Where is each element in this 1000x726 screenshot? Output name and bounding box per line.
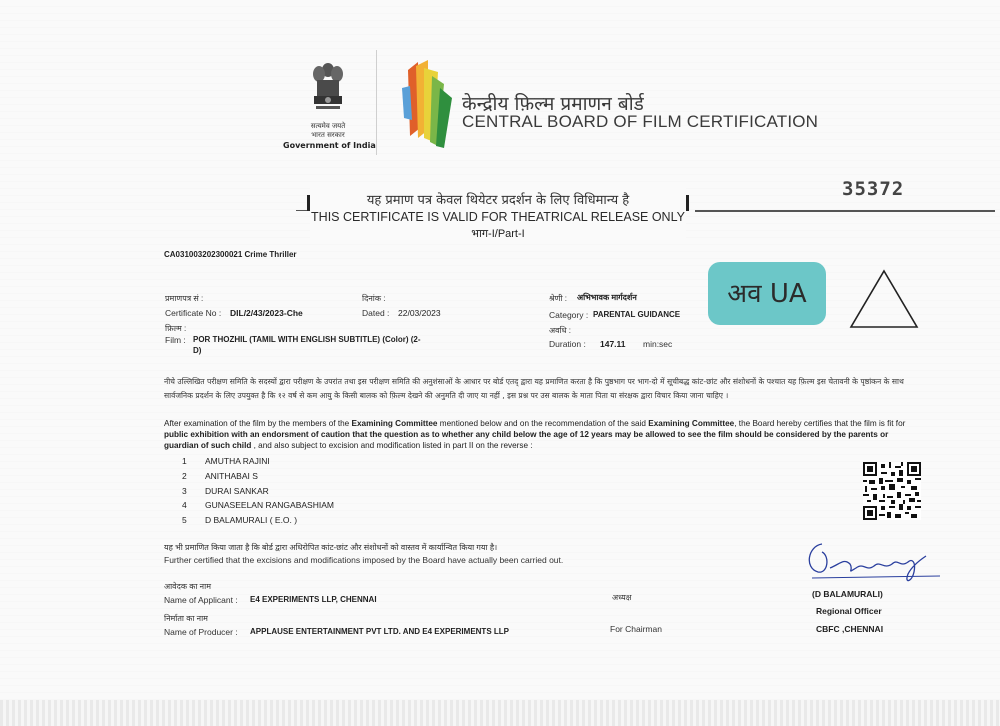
chairman-label: For Chairman: [610, 624, 662, 634]
duration-label-hindi: अवधि :: [549, 326, 571, 335]
duration-unit: min:sec: [643, 339, 673, 349]
producer-value: APPLAUSE ENTERTAINMENT PVT LTD. AND E4 EXPERIMENTS LLP: [250, 627, 509, 636]
film-label-hindi: फ़िल्म :: [165, 324, 187, 333]
banner-right-bracket: [686, 195, 689, 209]
bottom-border-pattern: [0, 700, 1000, 726]
banner-part: भाग-I/Part-I: [471, 228, 525, 240]
category-value-hindi: अभिभावक मार्गदर्शन: [577, 293, 637, 302]
para-part2: mentioned below and on the recommendation of the said: [437, 419, 649, 428]
applicant-label-hindi: आवेदक का नाम: [164, 582, 211, 591]
validity-banner: [310, 184, 686, 240]
certification-paragraph-hindi: नीचे उल्लिखित परीक्षण समिति के सदस्यों द्वारा परीक्षण के उपरांत तथा इस परीक्षण समिति की अनुशंसाओं के आधार पर बोर्ड एतद् द्वारा यह प्रमाणित करता है कि पुष्ठभाग पर भाग-दो में सूचीबद्ध कांट-छांट और संशोधनों के पश्चात यह फ़िल्म इस चेतावनी के पृष्ठांकन के साथ सार्वजनिक प्रदर्शन के लिए उपयुक्त है कि १२ वर्ष से कम आयु के किसी बालक को फ़िल्म देखने की अनुमति दी जाए या नहीं , इस प्रश्न पर उस बालक के माता पिता या संरक्षक द्वारा विचार किया जाना चाहिए ।: [164, 377, 904, 400]
org-name-english: CENTRAL BOARD OF FILM CERTIFICATION: [462, 112, 819, 131]
warning-triangle-icon: [848, 268, 920, 330]
committee-member-name: AMUTHA RAJINI: [205, 456, 270, 466]
banner-hindi: यह प्रमाण पत्र केवल थियेटर प्रदर्शन के लिए विधिमान्य है: [366, 193, 630, 208]
category-label-hindi: श्रेणी :: [549, 294, 567, 303]
officer-office: CBFC ,CHENNAI: [816, 624, 884, 634]
further-certified-hindi: यह भी प्रमाणित किया जाता है कि बोर्ड द्वारा अधिरोपित कांट-छांट और संशोधनों को वास्तव में कार्यान्वित किया गया है।: [164, 543, 498, 552]
certification-paragraph-english: [164, 418, 910, 451]
film-value-line1: POR THOZHIL (TAMIL WITH ENGLISH SUBTITLE) (Color) (2-: [193, 335, 421, 344]
committee-member-name: D BALAMURALI ( E.O. ): [205, 515, 298, 525]
ashoka-emblem-icon: [308, 60, 348, 118]
qr-code-icon: [863, 462, 921, 520]
film-label: Film :: [165, 335, 186, 345]
para-part3: , the Board hereby certifies that the film is fit for: [734, 419, 906, 428]
officer-title: Regional Officer: [816, 606, 882, 616]
certificate-no-label-hindi: प्रमाणपत्र सं :: [165, 294, 204, 303]
committee-member-number: 4: [182, 500, 187, 510]
committee-member-number: 3: [182, 486, 187, 496]
cbfc-logo-icon: [398, 58, 456, 150]
applicant-label: Name of Applicant :: [164, 595, 238, 605]
committee-member-name: ANITHABAI S: [205, 471, 258, 481]
duration-value: 147.11: [600, 339, 626, 349]
para-examining-committee-1: Examining Committee: [351, 419, 438, 428]
committee-member-name: DURAI SANKAR: [205, 486, 269, 496]
category-value: PARENTAL GUIDANCE: [593, 310, 681, 319]
officer-name: (D BALAMURALI): [812, 589, 883, 599]
chairman-label-hindi: अध्यक्ष: [612, 593, 632, 602]
emblem-country-hindi: भारत सरकार: [311, 131, 345, 139]
para-examining-committee-2: Examining Committee: [648, 419, 735, 428]
committee-member-number: 2: [182, 471, 187, 481]
para-caution-text: public exhibition with an endorsment of caution that the question as to whether any child below the age of 12 years may be allowed to see the film should be considered by the parents or guardian of such child: [164, 430, 889, 450]
rating-badge: [708, 262, 826, 325]
committee-member-number: 1: [182, 456, 187, 466]
banner-right-rule: [695, 210, 995, 212]
national-emblem: [283, 60, 376, 151]
rating-badge-text: अव UA: [727, 279, 807, 309]
para-part4: , and also subject to excision and modification listed in part II on the reverse :: [251, 441, 533, 450]
category-label: Category :: [549, 310, 589, 320]
org-name-hindi: केन्द्रीय फ़िल्म प्रमाणन बोर्ड: [462, 93, 644, 115]
banner-english: THIS CERTIFICATE IS VALID FOR THEATRICAL RELEASE ONLY: [311, 210, 685, 224]
applicant-value: E4 EXPERIMENTS LLP, CHENNAI: [250, 595, 377, 604]
duration-label: Duration :: [549, 339, 586, 349]
committee-member-name: GUNASEELAN RANGABASHIAM: [205, 500, 334, 510]
certificate-no-value: DIL/2/43/2023-Che: [230, 308, 303, 318]
certificate-no-label: Certificate No :: [165, 308, 222, 318]
producer-label-hindi: निर्माता का नाम: [164, 614, 208, 623]
emblem-government-of-india: Government of India: [283, 141, 376, 150]
date-value: 22/03/2023: [398, 308, 441, 318]
para-part1: After examination of the film by the members of the: [164, 419, 352, 428]
emblem-motto: सत्यमेव जयते: [310, 122, 346, 130]
further-certified-english: Further certified that the excisions and modifications imposed by the Board have actually been carried out.: [164, 555, 564, 565]
date-label-hindi: दिनांक :: [362, 294, 386, 303]
film-value-line2: D): [193, 346, 202, 355]
date-label: Dated :: [362, 308, 390, 318]
officer-signature-icon: [800, 538, 945, 590]
reference-code: CA031003202300021 Crime Thriller: [164, 250, 297, 259]
committee-member-number: 5: [182, 515, 187, 525]
producer-label: Name of Producer :: [164, 627, 238, 637]
header-divider: [376, 50, 377, 155]
serial-number: 35372: [842, 178, 905, 200]
